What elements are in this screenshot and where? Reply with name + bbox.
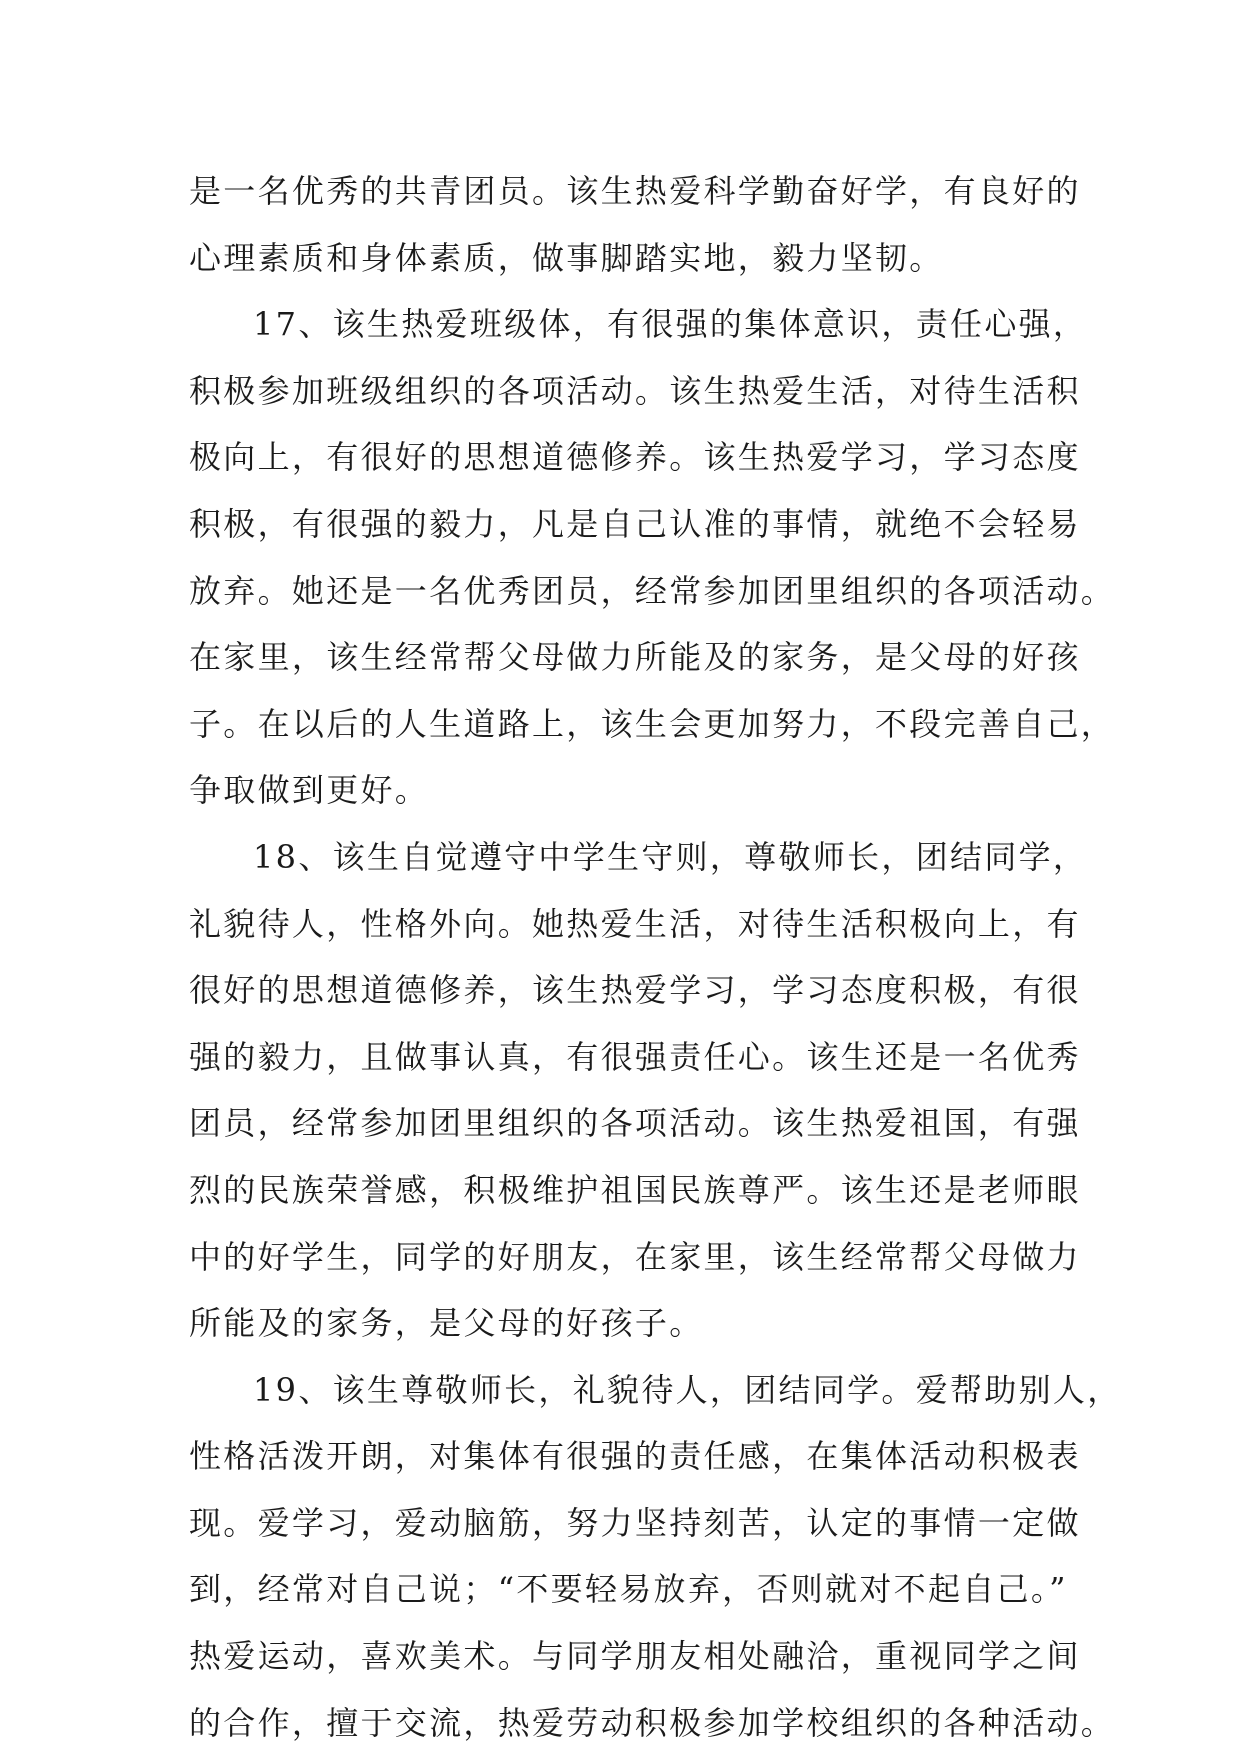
text-line: 积极参加班级组织的各项活动。该生热爱生活，对待生活积 bbox=[189, 371, 1081, 410]
text-line: 子。在以后的人生道路上，该生会更加努力，不段完善自己， bbox=[189, 704, 1116, 743]
text-line: 心理素质和身体素质，做事脚踏实地，毅力坚韧。 bbox=[189, 238, 944, 277]
text-line: 是一名优秀的共青团员。该生热爱科学勤奋好学，有良好的 bbox=[189, 172, 1081, 210]
text-line: 热爱运动，喜欢美术。与同学朋友相处融洽，重视同学之间 bbox=[189, 1637, 1081, 1676]
text-line: 到，经常对自己说；“不要轻易放弃，否则就对不起自己。” bbox=[189, 1570, 1068, 1609]
text-line: 在家里，该生经常帮父母做力所能及的家务，是父母的好孩 bbox=[189, 638, 1081, 677]
text-line: 所能及的家务，是父母的好孩子。 bbox=[189, 1304, 704, 1343]
paragraph-18-start: 18、该生自觉遵守中学生守则，尊敬师长，团结同学， bbox=[253, 837, 1088, 876]
text-line: 性格活泼开朗，对集体有很强的责任感，在集体活动积极表 bbox=[189, 1437, 1081, 1476]
text-line: 中的好学生，同学的好朋友，在家里，该生经常帮父母做力 bbox=[189, 1237, 1081, 1276]
text-line: 很好的思想道德修养，该生热爱学习，学习态度积极，有很 bbox=[189, 971, 1081, 1010]
text-line: 强的毅力，且做事认真，有很强责任心。该生还是一名优秀 bbox=[189, 1037, 1081, 1076]
text-line: 争取做到更好。 bbox=[189, 771, 430, 810]
paragraph-19-start: 19、该生尊敬师长，礼貌待人，团结同学。爱帮助别人， bbox=[253, 1370, 1122, 1409]
text-line: 的合作，擅于交流，热爱劳动积极参加学校组织的各种活动。 bbox=[189, 1703, 1116, 1742]
text-line: 现。爱学习，爱动脑筋，努力坚持刻苦，认定的事情一定做 bbox=[189, 1503, 1081, 1542]
text-line: 礼貌待人，性格外向。她热爱生活，对待生活积极向上，有 bbox=[189, 904, 1081, 943]
text-line: 放弃。她还是一名优秀团员，经常参加团里组织的各项活动。 bbox=[189, 571, 1116, 610]
text-line: 烈的民族荣誉感，积极维护祖国民族尊严。该生还是老师眼 bbox=[189, 1170, 1081, 1209]
text-line: 极向上，有很好的思想道德修养。该生热爱学习，学习态度 bbox=[189, 438, 1081, 477]
body-text bbox=[189, 158, 1122, 1756]
text-line: 积极，有很强的毅力，凡是自己认准的事情，就绝不会轻易 bbox=[189, 504, 1081, 543]
paragraph-17-start: 17、该生热爱班级体，有很强的集体意识，责任心强， bbox=[253, 305, 1088, 344]
text-line: 团员，经常参加团里组织的各项活动。该生热爱祖国，有强 bbox=[189, 1104, 1081, 1143]
